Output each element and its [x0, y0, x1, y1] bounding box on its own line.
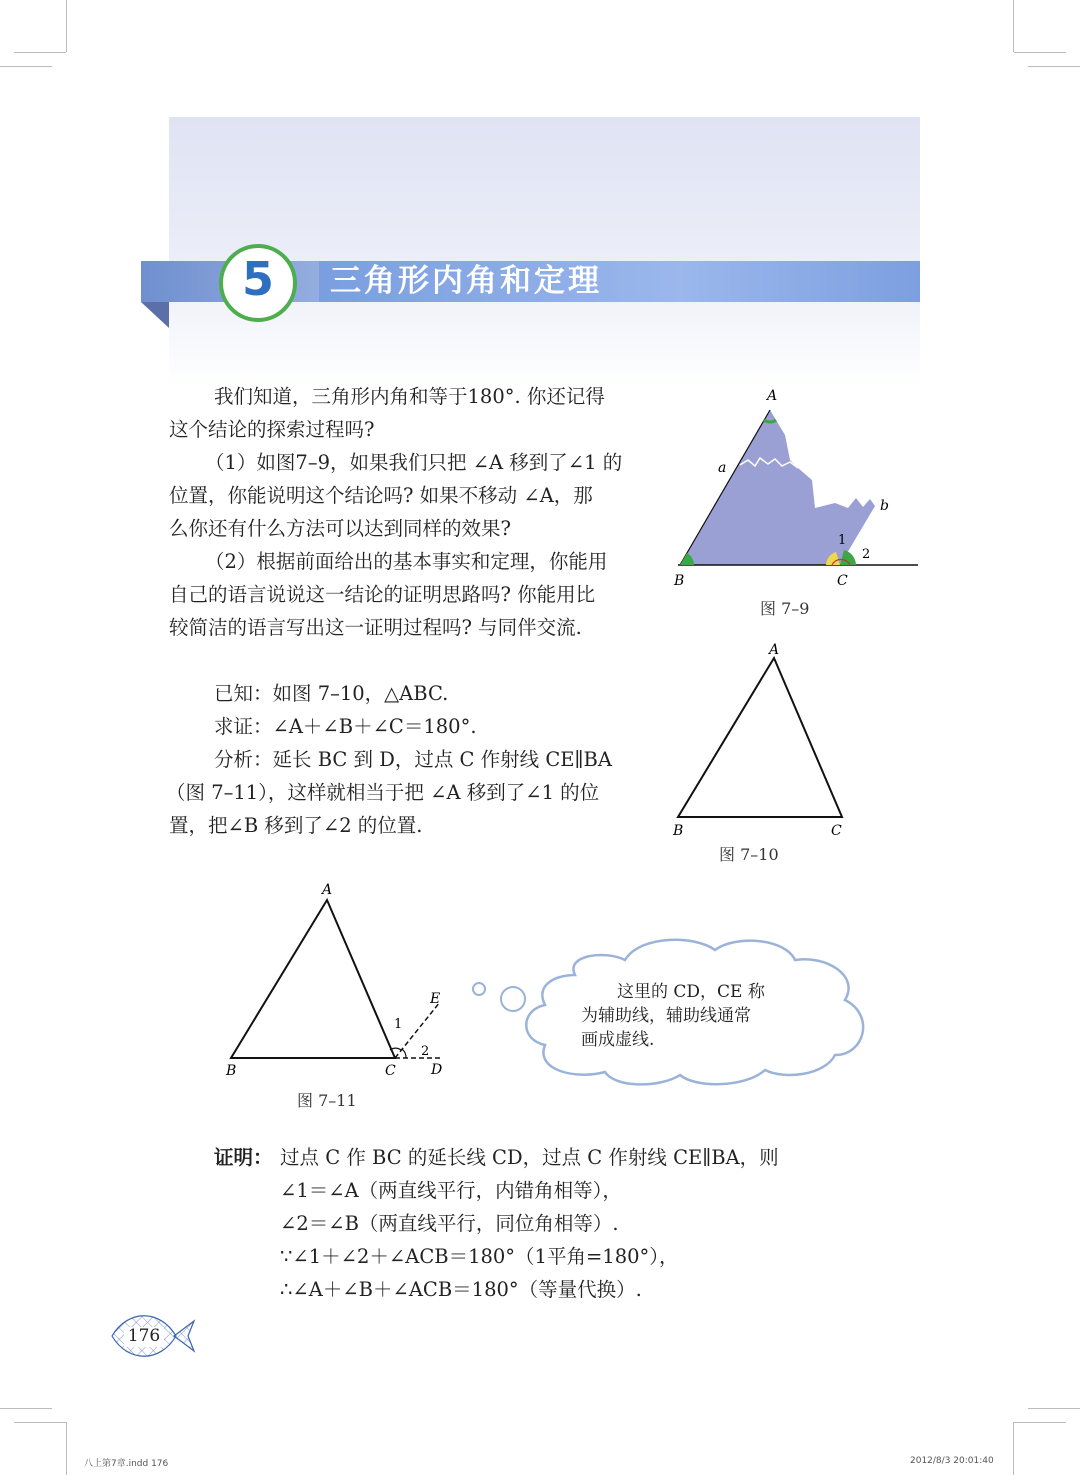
crop-mark [1013, 0, 1014, 52]
label-A: A [767, 388, 778, 404]
section-number: 5 [241, 252, 274, 306]
footer-file: 八上第7章.indd 176 [84, 1459, 169, 1469]
figure-7-9-caption: 图 7–9 [760, 599, 810, 618]
footer-timestamp: 2012/8/3 20:01:40 [910, 1456, 994, 1466]
thought-bubble-small [473, 983, 485, 995]
crop-mark [66, 1422, 67, 1475]
intro-line: 我们知道，三角形内角和等于180°. 你还记得 [214, 385, 605, 408]
figure-7-10 [665, 640, 855, 840]
crop-mark [0, 1408, 52, 1409]
label-E: E [430, 991, 441, 1007]
cloud-line: 为辅助线，辅助线通常 [581, 1006, 751, 1026]
intro-line: 这个结论的探索过程吗? [169, 418, 375, 441]
intro-line: 较简洁的语言写出这一证明过程吗? 与同伴交流. [169, 616, 582, 639]
crop-mark [1013, 1422, 1014, 1475]
crop-mark [14, 1422, 66, 1423]
cloud-line: 画成虚线. [581, 1030, 655, 1050]
label-2: 2 [421, 1044, 430, 1059]
crop-mark [1014, 52, 1066, 53]
angle-2-arc [402, 1049, 406, 1058]
label-2: 2 [862, 547, 871, 562]
crop-mark [1014, 1422, 1066, 1423]
given-line: 已知：如图 7–10，△ABC. [214, 682, 449, 705]
proof-line: ∠2＝∠B（两直线平行，同位角相等）. [280, 1212, 619, 1235]
triangle-abc [678, 658, 842, 817]
thought-bubble-medium [501, 987, 525, 1011]
crop-mark [1028, 1408, 1080, 1409]
cloud-line: 这里的 CD，CE 称 [617, 982, 765, 1002]
intro-line: （1）如图7–9，如果我们只把 ∠A 移到了∠1 的 [205, 451, 623, 474]
crop-mark [0, 66, 52, 67]
intro-line: 么你还有什么方法可以达到同样的效果? [169, 517, 511, 540]
analysis-line: 分析：延长 BC 到 D，过点 C 作射线 CE∥BA [214, 748, 612, 771]
label-C: C [837, 573, 848, 589]
label-B: B [674, 573, 685, 589]
proof-line: ∠1＝∠A（两直线平行，内错角相等）， [280, 1179, 622, 1202]
proof-line: 过点 C 作 BC 的延长线 CD，过点 C 作射线 CE∥BA，则 [280, 1146, 779, 1169]
label-D: D [431, 1062, 443, 1078]
label-A: A [322, 882, 333, 898]
proof-line: ∴∠A＋∠B＋∠ACB＝180°（等量代换）. [280, 1278, 642, 1301]
analysis-line: 置，把∠B 移到了∠2 的位置. [169, 814, 423, 837]
intro-line: （2）根据前面给出的基本事实和定理，你能用 [205, 550, 608, 573]
analysis-line: （图 7–11），这样就相当于把 ∠A 移到了∠1 的位 [166, 781, 600, 804]
label-1: 1 [394, 1017, 403, 1032]
proof-line: ∵∠1＋∠2＋∠ACB＝180°（1平角=180°）， [280, 1245, 679, 1268]
label-1: 1 [838, 533, 847, 548]
page-number: 176 [127, 1326, 161, 1346]
figure-7-9 [660, 380, 930, 620]
label-C: C [385, 1063, 396, 1079]
intro-line: 自己的语言说说这一结论的证明思路吗? 你能用比 [169, 583, 596, 606]
proof-label: 证明： [214, 1146, 273, 1169]
intro-line: 位置，你能说明这个结论吗? 如果不移动 ∠A，那 [169, 484, 593, 507]
fish-tail [174, 1321, 194, 1351]
triangle-abc [231, 900, 395, 1058]
crop-mark [14, 52, 66, 53]
label-b: b [880, 498, 889, 514]
prove-line: 求证：∠A＋∠B＋∠C＝180°. [214, 715, 477, 738]
label-B: B [226, 1063, 237, 1079]
figure-7-11-caption: 图 7–11 [297, 1091, 357, 1110]
label-C: C [831, 823, 842, 839]
crop-mark [1028, 66, 1080, 67]
figure-7-11 [220, 878, 460, 1083]
figure-7-10-caption: 图 7–10 [719, 845, 779, 864]
crop-mark [66, 0, 67, 52]
label-A: A [769, 642, 780, 658]
section-title: 三角形内角和定理 [330, 263, 602, 299]
section-title-band-fold [141, 302, 169, 328]
label-B: B [673, 823, 684, 839]
label-a: a [718, 460, 727, 476]
